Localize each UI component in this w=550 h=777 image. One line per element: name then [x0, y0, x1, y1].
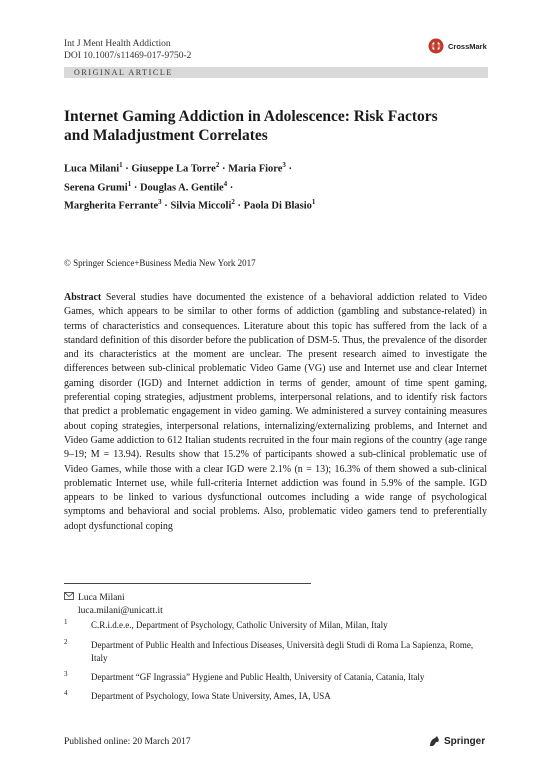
author-name[interactable]: Margherita Ferrante: [64, 200, 159, 212]
springer-logo: [428, 735, 485, 748]
abstract-text: Several studies have documented the existence of a behavioral addiction related to Video Games, which appears to be similar to other forms of addiction (gambling and substance-related) in terms of characteristics and consequences. Literature about this topic has suffered from the lack of a standard definition of this disorder before the publication of DSM-5. Thus, the prevalence of the disorder and its characteristics at the moment are unclear. The present research aimed to investigate the differences between sub-clinical problematic Video Game (VG) use and Internet use and clear Internet gaming disorder (IGD) and Internet addiction in terms of gender, amount of time spent gaming, preferential coping strategies, adjustment problems, interpersonal relations, and to identify risk factors that predict a problematic engagement in video gaming. We administered a survey containing measures about coping strategies, interpersonal relations, internalizing/externalizing problems, and Internet and Video Game addiction to 612 Italian students recruited in the four main regions of the country (age range 9–19; M = 13.94). Results show that 15.2% of participants showed a sub-clinical problematic use of Video Games, while those with a clear IGD were 2.1% (n = 13); 16.3% of them showed a sub-clinical problematic Internet use, while full-criteria Internet addiction was found in 5.9% of the sample. IGD appears to be linked to various dysfunctional outcomes including a wide range of psychological symptoms and behavioral and social problems. Also, problematic video gamers tend to preferentially adopt dysfunctional coping: [64, 292, 487, 532]
paper-title: [64, 107, 494, 145]
affiliation-marker: 2: [215, 161, 220, 169]
affiliation-number: 2: [64, 638, 68, 646]
author-list: [64, 158, 494, 214]
springer-wordmark: Springer: [444, 736, 486, 747]
abstract-label: Abstract: [64, 292, 102, 303]
journal-name: Int J Ment Health Addiction: [64, 39, 171, 49]
author-name[interactable]: Silvia Miccoli: [170, 200, 232, 212]
published-date: Published online: 20 March 2017: [64, 737, 191, 747]
author-name[interactable]: Giuseppe La Torre: [131, 163, 216, 175]
affiliation-number: 1: [64, 618, 68, 626]
affiliation-marker: 3: [158, 198, 162, 206]
crossmark-label: CrossMark: [448, 41, 487, 51]
affiliation-marker: 3: [282, 161, 286, 169]
article-type-bar: [64, 67, 488, 78]
author-line: Margherita Ferrante$^3$ · Silvia Miccoli$^2$ · Paola Di Blasio$^1$: [64, 198, 316, 212]
affiliation-marker: 4: [223, 179, 228, 188]
affiliation-text: C.R.i.d.e.e., Department of Psychology, Catholic University of Milan, Milan, Italy: [91, 620, 388, 630]
author-name[interactable]: Serena Grumi: [64, 182, 128, 193]
crossmark-icon: [428, 38, 444, 54]
affiliation-text: Department of Psychology, Iowa State University, Ames, IA, USA: [91, 691, 331, 701]
title-line: Internet Gaming Addiction in Adolescence: Risk Factors: [64, 108, 438, 125]
author-name[interactable]: Paola Di Blasio: [243, 200, 312, 212]
author-name[interactable]: Luca Milani: [64, 163, 120, 175]
title-line: and Maladjustment Correlates: [64, 127, 268, 144]
journal-header: [64, 38, 191, 62]
affiliation-number: 4: [64, 689, 68, 697]
envelope-icon: [64, 592, 78, 605]
contact-email[interactable]: luca.milani@unicatt.it: [78, 606, 163, 616]
author-name[interactable]: Douglas A. Gentile: [139, 182, 224, 193]
article-type: ORIGINAL ARTICLE: [74, 68, 173, 77]
abstract: [64, 291, 487, 534]
doi-link[interactable]: DOI 10.1007/s11469-017-9750-2: [64, 51, 192, 61]
author-name[interactable]: Maria Fiore: [228, 163, 283, 175]
crossmark-badge[interactable]: [428, 38, 487, 54]
copyright-notice: © Springer Science+Business Media New York 2017: [64, 258, 256, 268]
corresponding-author: [64, 592, 163, 618]
affiliation-text: Department “GF Ingrassia” Hygiene and Public Health, University of Catania, Catania, Italy: [91, 672, 425, 682]
contact-name: Luca Milani: [78, 593, 125, 603]
springer-horse-icon: [428, 735, 441, 748]
affiliation-marker: 1: [311, 198, 316, 206]
affiliation-text: Department of Public Health and Infectious Diseases, Università degli Studi di Roma La Sapienza, Rome, Italy: [91, 640, 474, 663]
affiliation-marker: 2: [231, 198, 235, 206]
footnote-divider: [64, 583, 311, 584]
author-line: Luca Milani$^1$ · Giuseppe La Torre$^2$ · Maria Fiore$^3$ ·: [64, 161, 293, 175]
affiliation-marker: 1: [127, 179, 132, 188]
author-line: Serena Grumi$^1$ · Douglas A. Gentile$^4$ ·: [64, 179, 234, 193]
affiliation-number: 3: [64, 670, 68, 678]
affiliation-marker: 1: [119, 161, 123, 169]
